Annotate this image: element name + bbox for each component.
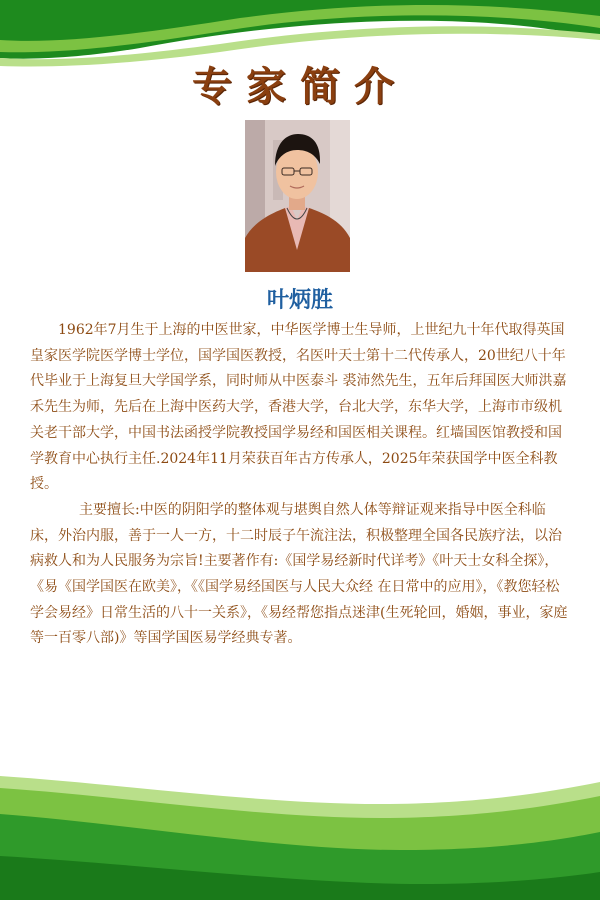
bio-paragraph-background: 1962年7月生于上海的中医世家，中华医学博士生导师，上世纪九十年代取得英国皇家医学院医学博士学位，国学国医教授，名医叶天士第十二代传承人，20世纪八十年代毕业于上海复旦大学国学系，同时师从中医泰斗 裘沛然先生，五年后拜国医大师洪嘉禾先生为师，先后在上海中医药大学，香港大学，台北大学，东华大学，上海市市级机关老干部大学，中国书法函授学院教授国学易经和国医相关课程。红墙国医馆教授和国学教育中心执行主任.2024年11月荣获百年古方传承人，2025年荣获国学中医全科教授。: [30, 322, 567, 493]
bio-paragraph-specialties: 主要擅长:中医的阴阳学的整体观与堪舆自然人体等辩证观来指导中医全科临床，外治内服，善于一人一方，十二时辰子午流注法，积极整理全国各民族疗法，以治病救人和为人民服务为宗旨!主要著作有:《国学易经新时代详考》《叶天士女科全探》，《易《国学国医在欧美》，《《国学易经国医与人民大众经 在日常中的应用》，《教您轻松学会易经》日常生活的八十一关系》，《易经帮您指点迷津(生死轮回，婚姻，事业，家庭等一百零八部)》等国学国医易学经典专著。: [30, 501, 568, 647]
biography: [30, 318, 570, 652]
page-heading: 专家简介: [192, 63, 408, 110]
bottom-wave-decoration: [0, 760, 600, 900]
portrait-photo: [245, 120, 350, 272]
expert-name: 叶炳胜: [266, 288, 333, 313]
